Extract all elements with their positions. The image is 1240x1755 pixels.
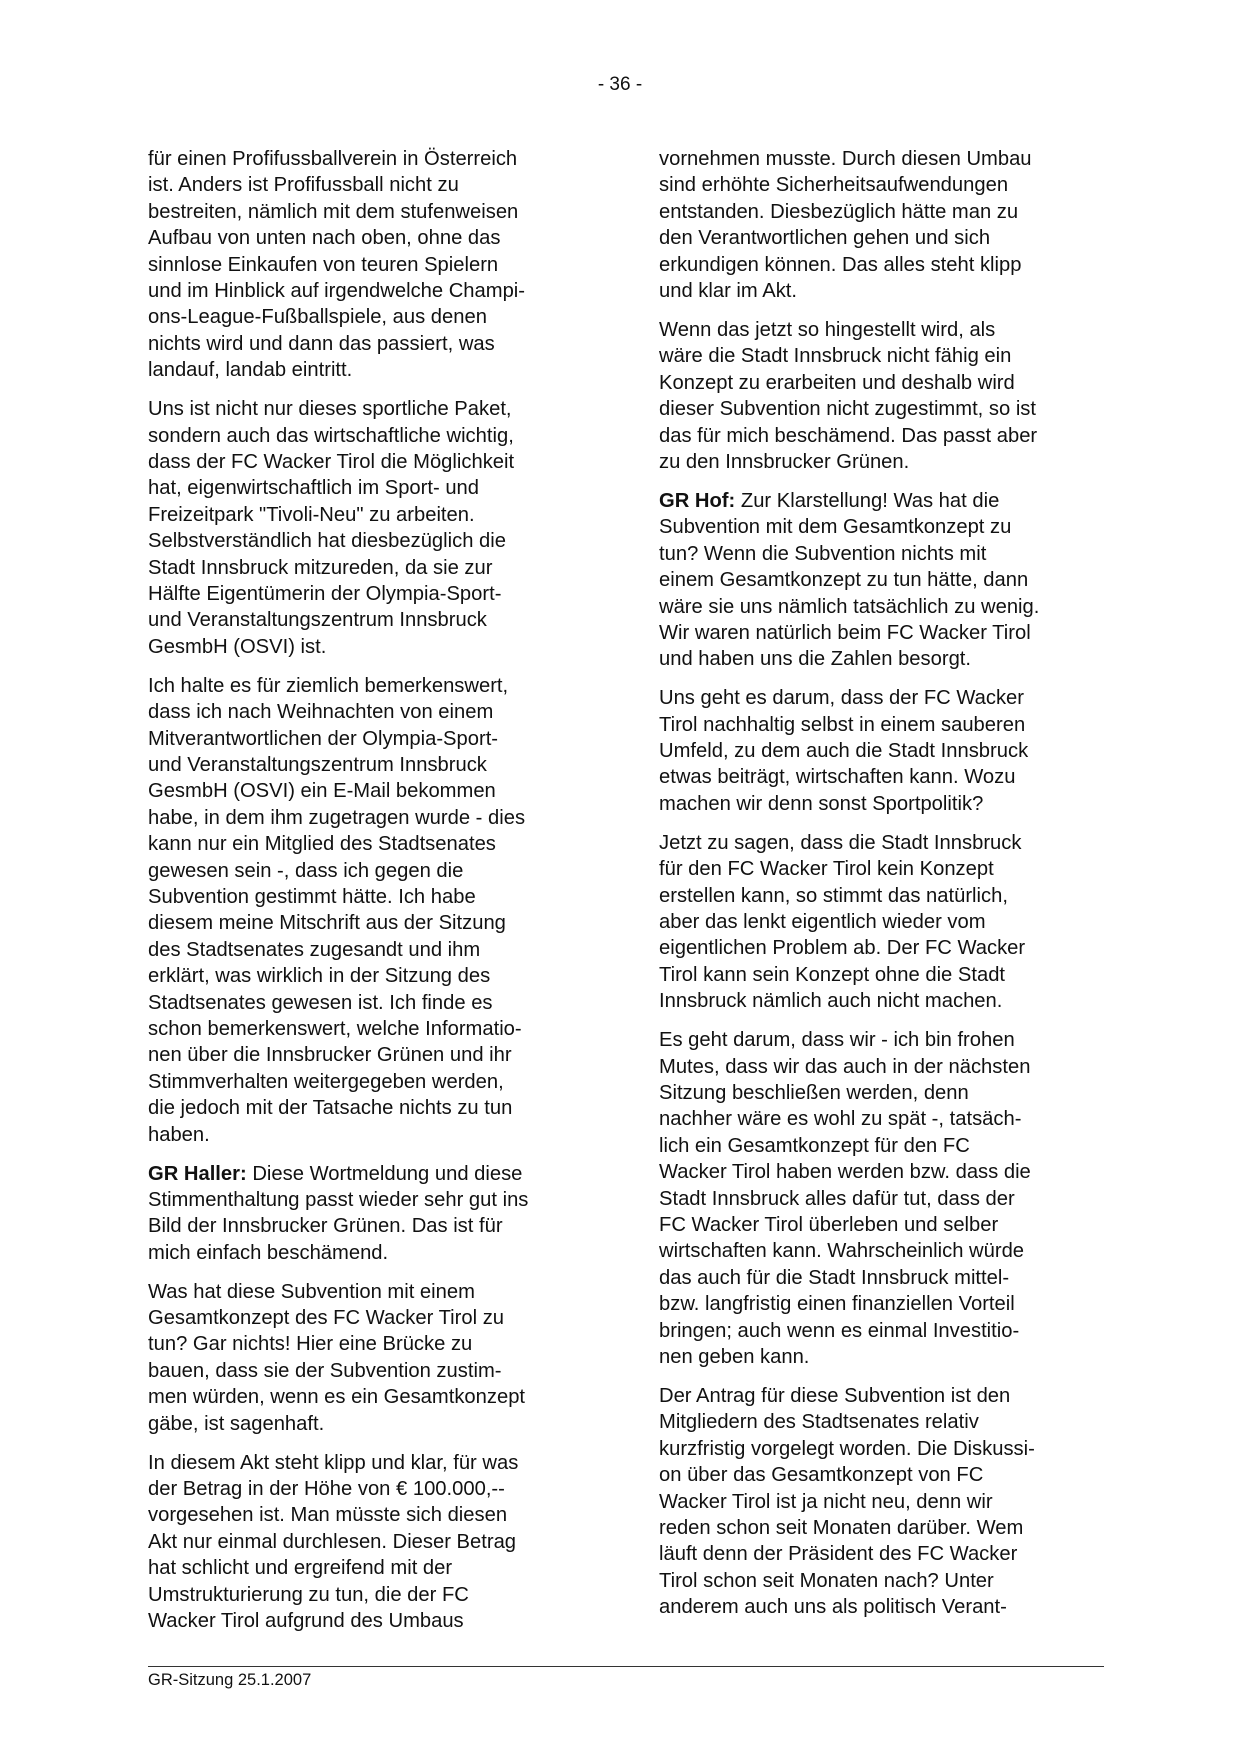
- left-column: [148, 146, 588, 1634]
- speaker-text: Zur Klarstellung! Was hat die: [735, 489, 1000, 512]
- speaker-text: Diese Wortmeldung und diese: [246, 1162, 523, 1185]
- right-column: [659, 146, 1099, 1621]
- paragraph: Was hat diese Subvention mit einem Gesamtkonzept des FC Wacker Tirol zu tun? Gar nichts! Hier eine Brücke zu bauen, dass sie der Subvention zustim- men würden, wenn es ein Gesamtkonzept gäbe, ist sagenhaft.: [148, 1280, 526, 1435]
- paragraph: Wenn das jetzt so hingestellt wird, als wäre die Stadt Innsbruck nicht fähig ein Konzept zu erarbeiten und deshalb wird dieser Subvention nicht zugestimmt, so ist das für mich beschämend. Das passt aber zu den Innsbrucker Grünen.: [659, 318, 1038, 473]
- paragraph: Der Antrag für diese Subvention ist den Mitgliedern des Stadtsenates relativ kurzfristig vorgelegt worden. Die Diskussi- on über das Gesamtkonzept von FC Wacker Tirol ist ja nicht neu, denn wir reden schon seit Monaten darüber. Wem läuft denn der Präsident des FC Wacker Tirol schon seit Monaten nach? Unter anderem auch uns als politisch Verant-: [659, 1384, 1035, 1619]
- paragraph: Ich halte es für ziemlich bemerkenswert, dass ich nach Weihnachten von einem Mitverantwortlichen der Olympia-Sport- und Veranstaltungszentrum Innsbruck GesmbH (OSVI) ein E-Mail bekommen habe, in dem ihm zugetragen wurde - dies kann nur ein Mitglied des Stadtsenates gewesen sein -, dass ich gegen die Subvention gestimmt hätte. Ich habe diesem meine Mitschrift aus der Sitzung des Stadtsenates zugesandt und ihm erklärt, was wirklich in der Sitzung des Stadtsenates gewesen ist. Ich finde es schon bemerkenswert, welche Informatio- nen über die Innsbrucker Grünen und ihr Stimmverhalten weitergegeben werden, die jedoch mit der Tatsache nichts zu tun haben.: [148, 674, 526, 1146]
- paragraph: für einen Profifussballverein in Österreich ist. Anders ist Profifussball nicht zu bestreiten, nämlich mit dem stufenweisen Aufbau von unten nach oben, ohne das sinnlose Einkaufen von teuren Spielern und im Hinblick auf irgendwelche Champi- ons-League-Fußballspiele, aus denen nichts wird und dann das passiert, was landauf, landab eintritt.: [148, 148, 526, 382]
- paragraph-rest: Subvention mit dem Gesamtkonzept zu tun? Wenn die Subvention nichts mit einem Gesamtkonzept zu tun hätte, dann wäre sie uns nämlich tatsächlich zu wenig. Wir waren natürlich beim FC Wacker Tirol und haben uns die Zahlen besorgt.: [659, 516, 1040, 671]
- paragraph: Jetzt zu sagen, dass die Stadt Innsbruck für den FC Wacker Tirol kein Konzept erstellen kann, so stimmt das natürlich, aber das lenkt eigentlich wieder vom eigentlichen Problem ab. Der FC Wacker Tirol kann sein Konzept ohne die Stadt Innsbruck nämlich auch nicht machen.: [659, 831, 1026, 1013]
- speaker-name: GR Haller:: [148, 1162, 247, 1185]
- paragraph: In diesem Akt steht klipp und klar, für was der Betrag in der Höhe von € 100.000,-- vorgesehen ist. Man müsste sich diesen Akt nur einmal durchlesen. Dieser Betrag hat schlicht und ergreifend mit der Umstrukturierung zu tun, die der FC Wacker Tirol aufgrund des Umbaus: [148, 1451, 519, 1633]
- paragraph-rest: Stimmenthaltung passt wieder sehr gut ins Bild der Innsbrucker Grünen. Das ist für mich einfach beschämend.: [148, 1188, 529, 1264]
- paragraph-speaker-hof: [659, 488, 1099, 673]
- page-number: - 36 -: [597, 74, 643, 95]
- paragraph-speaker-haller: [148, 1161, 588, 1267]
- speaker-name: GR Hof:: [659, 489, 736, 512]
- paragraph: Es geht darum, dass wir - ich bin frohen Mutes, dass wir das auch in der nächsten Sitzung beschließen werden, denn nachher wäre es wohl zu spät -, tatsäch- lich ein Gesamtkonzept für den FC Wacker Tirol haben werden bzw. dass die Stadt Innsbruck alles dafür tut, dass der FC Wacker Tirol überleben und selber wirtschaften kann. Wahrscheinlich würde das auch für die Stadt Innsbruck mittel- bzw. langfristig einen finanziellen Vorteil bringen; auch wenn es einmal Investitio- nen geben kann.: [659, 1029, 1031, 1368]
- footer-divider: [148, 1666, 1104, 1667]
- paragraph: Uns geht es darum, dass der FC Wacker Tirol nachhaltig selbst in einem sauberen Umfeld, zu dem auch die Stadt Innsbruck etwas beiträgt, wirtschaften kann. Wozu machen wir denn sonst Sportpolitik?: [659, 687, 1029, 815]
- footer-session-label: GR-Sitzung 25.1.2007: [148, 1671, 312, 1689]
- paragraph: vornehmen musste. Durch diesen Umbau sind erhöhte Sicherheitsaufwendungen entstanden. Diesbezüglich hätte man zu den Verantwortlichen gehen und sich erkundigen können. Das alles steht klipp und klar im Akt.: [659, 148, 1032, 303]
- paragraph: Uns ist nicht nur dieses sportliche Paket, sondern auch das wirtschaftliche wichtig, dass der FC Wacker Tirol die Möglichkeit hat, eigenwirtschaftlich im Sport- und Freizeitpark "Tivoli-Neu" zu arbeiten. Selbstverständlich hat diesbezüglich die Stadt Innsbruck mitzureden, da sie zur Hälfte Eigentümerin der Olympia-Sport- und Veranstaltungszentrum Innsbruck GesmbH (OSVI) ist.: [148, 398, 515, 658]
